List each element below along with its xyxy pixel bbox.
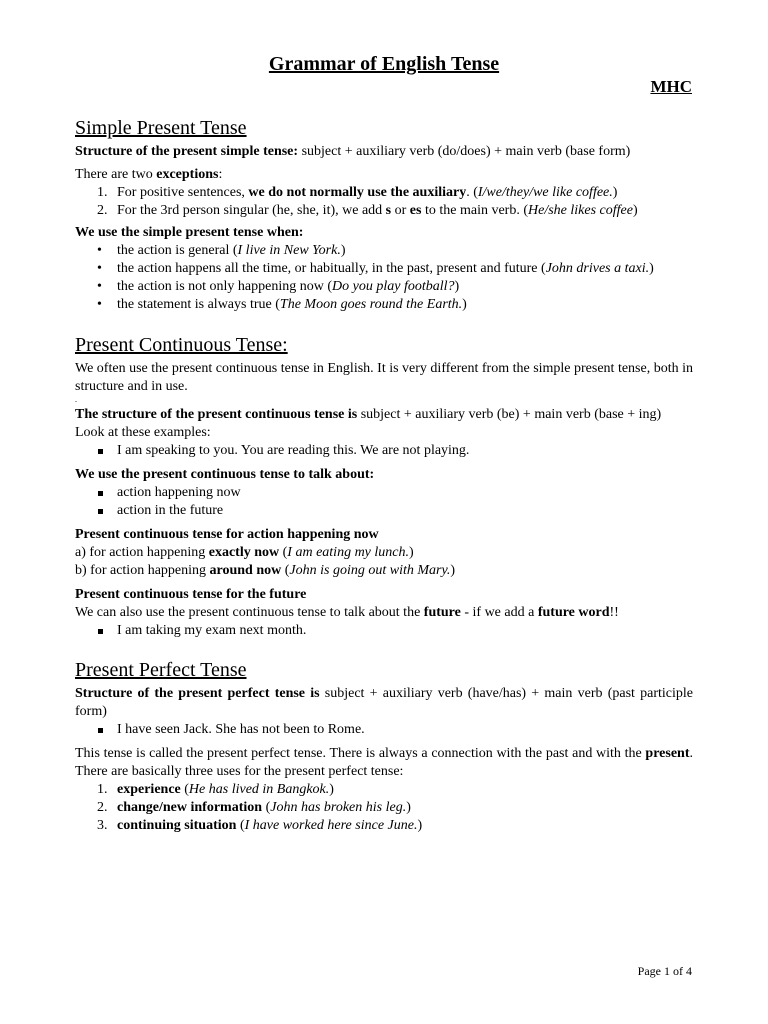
section-heading: Simple Present Tense (75, 117, 247, 139)
list-item (75, 296, 693, 314)
section-present-perfect (75, 658, 693, 835)
text-run: ( (180, 782, 189, 797)
text-run: or (391, 203, 410, 218)
document-body (75, 116, 693, 835)
text-run: ) (649, 261, 654, 276)
text-run: ( (262, 800, 271, 815)
text-bold: we do not normally use the auxiliary (248, 185, 467, 200)
text-bold: exceptions (156, 167, 219, 182)
section-simple-present (75, 116, 693, 314)
section-present-continuous (75, 333, 693, 640)
text-bold: present (645, 746, 690, 761)
list-number: 3. (97, 818, 108, 833)
text-run: b) for action happening (75, 563, 210, 578)
list-item: I have seen Jack. She has not been to Rome. (75, 721, 693, 739)
future-line (75, 604, 693, 622)
list-number: 1. (97, 782, 108, 797)
text-run: - if we add a (460, 605, 538, 620)
structure-text: subject + auxiliary verb (have/has) + main verb (past participle form) (75, 686, 693, 719)
text-run: the action is not only happening now ( (117, 279, 333, 294)
examples-list (75, 721, 693, 739)
example-italic: Do you play football? (332, 279, 455, 294)
text-run: There are two (75, 167, 157, 182)
example-italic: He/she likes coffee (528, 203, 633, 218)
text-bold: continuing situation (117, 818, 237, 833)
example-italic: John drives a taxi. (545, 261, 650, 276)
text-run: ) (409, 545, 414, 560)
subheading: We use the present continuous tense to talk about: (75, 467, 375, 482)
structure-line (75, 143, 693, 161)
text-run: ) (340, 243, 346, 258)
list-item: I am taking my exam next month. (75, 622, 693, 640)
structure-text: subject + auxiliary verb (be) + main verb (base + ing) (357, 407, 662, 422)
list-item: I am speaking to you. You are reading this. We are not playing. (75, 442, 693, 460)
text-run: : (218, 167, 223, 182)
text-run: ( (281, 563, 290, 578)
text-run: ) (612, 185, 618, 200)
list-number: 2. (97, 800, 108, 815)
subheading: Present continuous tense for action happening now (75, 527, 379, 542)
text-run: ) (632, 203, 638, 218)
text-bold: change/new information (117, 800, 263, 815)
structure-label: Structure of the present perfect tense is (75, 686, 320, 701)
example-italic: John is going out with Mary. (289, 563, 451, 578)
text-bold: future word (537, 605, 610, 620)
intro-paragraph: We often use the present continuous tense in English. It is very different from the simple present tense, both in structure and in use. (75, 361, 693, 394)
list-item (75, 202, 693, 220)
section-heading: Present Continuous Tense: (75, 334, 288, 356)
uses-list (75, 781, 693, 835)
example-italic: I have worked here since June. (244, 818, 418, 833)
list-item: action in the future (75, 502, 693, 520)
text-bold: future (423, 605, 461, 620)
text-run: ) (454, 279, 460, 294)
text-run: ) (417, 818, 423, 833)
structure-line (75, 406, 693, 424)
example-italic: I am eating my lunch. (287, 545, 409, 560)
text-run: . ( (466, 185, 478, 200)
text-run: For positive sentences, (117, 185, 249, 200)
example-italic: He has lived in Bangkok. (188, 782, 330, 797)
list-number: 2. (97, 203, 108, 218)
text-run: . There are basically three uses for the present perfect tense: (75, 746, 693, 779)
text-bold: es (409, 203, 422, 218)
list-item (75, 260, 693, 278)
text-run: ( (236, 818, 245, 833)
example-italic: I live in New York. (237, 243, 341, 258)
list-item (75, 799, 693, 817)
structure-text: subject + auxiliary verb (do/does) + main verb (base form) (298, 144, 631, 159)
stray-dot: . (75, 395, 77, 404)
examples-list (75, 442, 693, 460)
body-paragraph (75, 745, 693, 781)
list-item (75, 184, 693, 202)
example-italic: I/we/they/we like coffee. (477, 185, 613, 200)
text-bold: around now (209, 563, 282, 578)
usage-line (75, 544, 693, 562)
examples-list (75, 622, 693, 640)
text-run: We can also use the present continuous tense to talk about the (75, 605, 424, 620)
exceptions-list (75, 184, 693, 220)
text-run: ) (450, 563, 456, 578)
examples-intro: Look at these examples: (75, 425, 211, 440)
text-run: ) (462, 297, 467, 312)
list-item (75, 817, 693, 835)
example-italic: John has broken his leg. (270, 800, 407, 815)
usage-list (75, 242, 693, 314)
text-run: ) (406, 800, 411, 815)
usage-line (75, 562, 693, 580)
text-run: a) for action happening (75, 545, 209, 560)
text-bold: exactly now (208, 545, 280, 560)
exceptions-intro (75, 166, 693, 184)
text-run: ( (279, 545, 288, 560)
page-number: Page 1 of 4 (637, 964, 692, 978)
usage-list (75, 484, 693, 520)
text-run: the action happens all the time, or habitually, in the past, present and future ( (117, 261, 546, 276)
text-bold: experience (117, 782, 181, 797)
list-item (75, 781, 693, 799)
section-heading: Present Perfect Tense (75, 659, 247, 681)
text-run: to the main verb. ( (421, 203, 528, 218)
text-run: !! (609, 605, 619, 620)
text-run: ) (329, 782, 334, 797)
text-run: the statement is always true ( (117, 297, 280, 312)
structure-line (75, 685, 693, 721)
structure-label: Structure of the present simple tense: (75, 144, 299, 159)
list-item (75, 278, 693, 296)
structure-label: The structure of the present continuous tense is (75, 407, 358, 422)
text-bold: s (385, 203, 392, 218)
text-run: the action is general ( (117, 243, 238, 258)
list-item (75, 242, 693, 260)
subheading: Present continuous tense for the future (75, 587, 307, 602)
author-initials: MHC (650, 77, 692, 96)
subheading: We use the simple present tense when: (75, 225, 304, 240)
document-title: Grammar of English Tense (268, 53, 500, 75)
example-italic: The Moon goes round the Earth. (279, 297, 463, 312)
list-item: action happening now (75, 484, 693, 502)
list-number: 1. (97, 185, 108, 200)
text-run: This tense is called the present perfect tense. There is always a connection with the past and with the (75, 746, 646, 761)
text-run: For the 3rd person singular (he, she, it), we add (117, 203, 386, 218)
